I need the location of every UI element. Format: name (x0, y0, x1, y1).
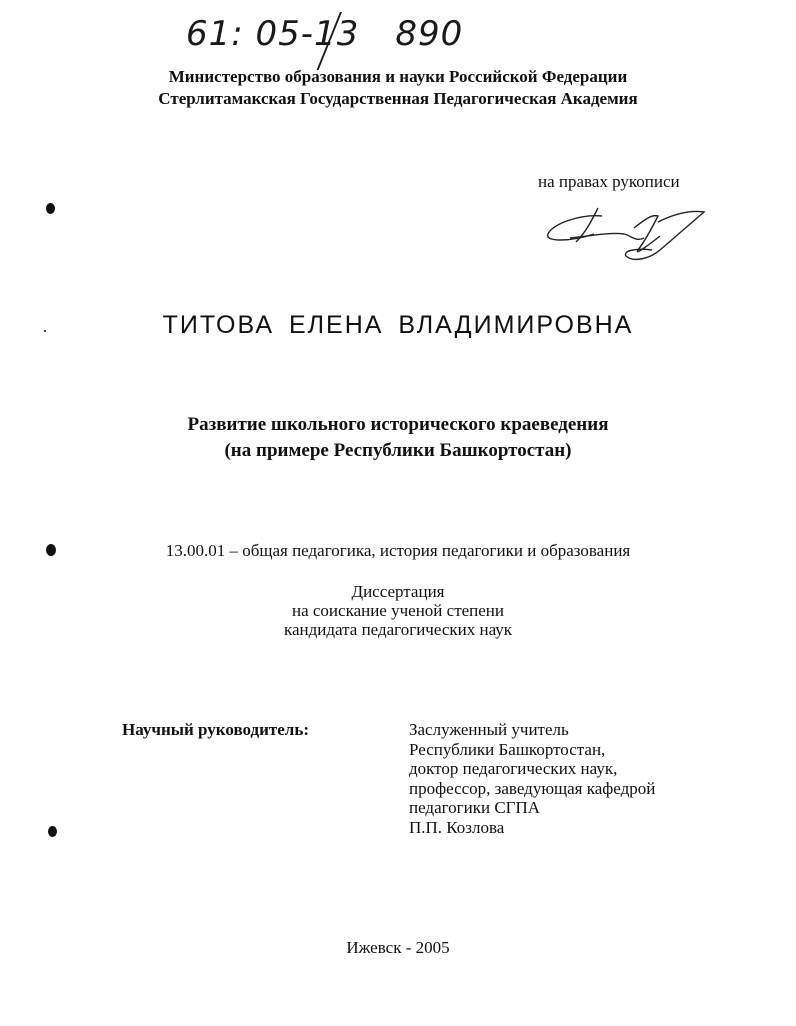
supervisor-detail-line: Республики Башкортостан, (409, 739, 606, 759)
degree-line-3: кандидата педагогических наук (283, 620, 513, 639)
supervisor-name: П.П. Козлова (409, 817, 505, 837)
city-year: Ижевск - 2005 (346, 938, 450, 957)
supervisor-detail-line: Заслуженный учитель (409, 720, 569, 739)
specialty-code: 13.00.01 – общая педагогика, история педагогики и образования (165, 541, 631, 560)
scan-speck (46, 544, 56, 556)
degree-line-1: Диссертация (351, 582, 445, 601)
academy-name: Стерлитамакская Государственная Педагогическая Академия (158, 89, 638, 108)
scan-speck (46, 203, 55, 214)
supervisor-details (409, 720, 655, 837)
author-name: ТИТОВА ЕЛЕНА ВЛАДИМИРОВНА (162, 311, 634, 339)
signature-image (540, 198, 710, 268)
supervisor-label: Научный руководитель: (122, 720, 309, 739)
dissertation-title-line-2: (на примере Республики Башкортостан) (224, 440, 572, 461)
ministry-name: Министерство образования и науки Российской Федерации (168, 67, 628, 86)
archive-number-part-a: 61: 05-13 (186, 14, 360, 54)
scan-speck (44, 330, 46, 332)
supervisor-detail-line: доктор педагогических наук, (409, 759, 618, 778)
supervisor-detail-line: профессор, заведующая кафедрой (409, 778, 656, 798)
degree-line-2: на соискание ученой степени (291, 601, 505, 620)
dissertation-title-line-1: Развитие школьного исторического краеведения (187, 414, 609, 435)
scan-speck (48, 826, 57, 837)
archive-number-part-b: 890 (395, 14, 464, 54)
supervisor-detail-line: педагогики СГПА (409, 798, 541, 817)
rights-note: на правах рукописи (538, 172, 680, 191)
